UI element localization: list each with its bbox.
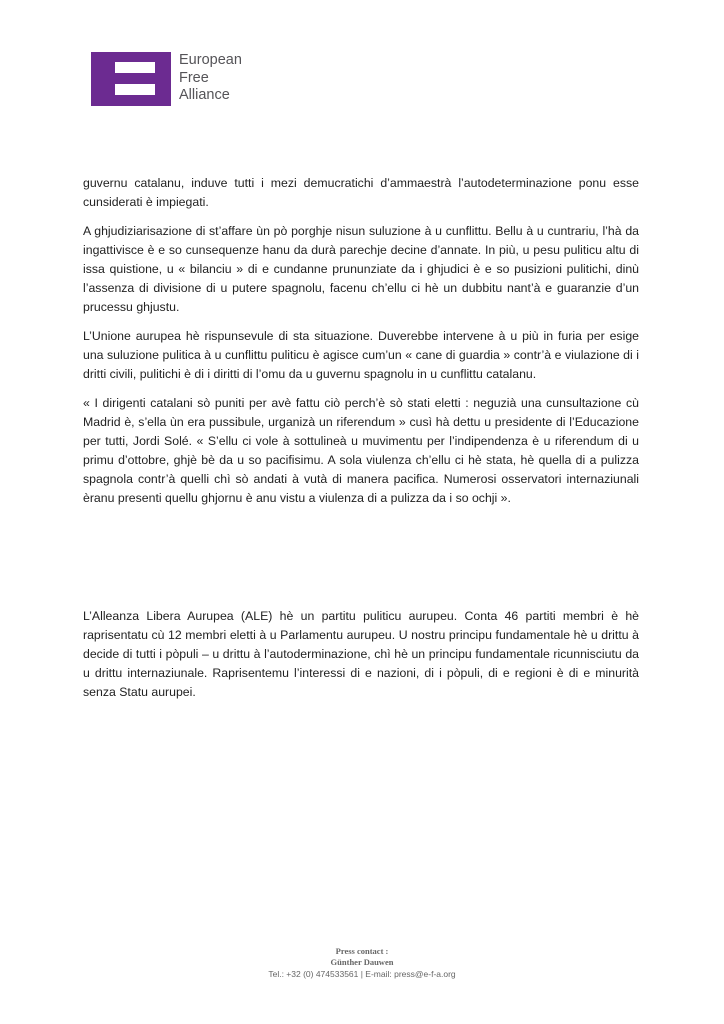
paragraph: guvernu catalanu, induve tutti i mezi demucratichi d’ammaestrà l’autodeterminazione ponu esse cunsiderati è impiegati. [83,176,639,209]
press-contact-label: Press contact : [335,946,389,956]
logo-line-2: Free [179,69,209,86]
page-footer [0,946,724,980]
press-contact-details: Tel.: +32 (0) 474533561 | E-mail: press@e-f-a.org [268,969,456,979]
paragraph: A ghjudiziarisazione di st’affare ùn pò porghje nisun suluzione à u cunflittu. Bellu à u cuntrariu, l’hà da ingattivisce è e so cunsequenze hanu da durà parechje decine d’annate. In più, u pesu puliticu altu di issa quistione, u « bilanciu » di e cundanne prununziate da i ghjudici è e so pusizioni pulitichi, dinù l’assenza di divisione di u putere spagnolu, facenu ch’ellu ci hè un dubbitu nant’à e guaranzie d’un prucessu ghjustu. [83,224,639,314]
article-body [83,174,639,518]
paragraph: L’Unione aurupea hè rispunsevule di sta situazione. Duverebbe intervene à u più in furia per esige una suluzione pulitica à u cunflittu puliticu è agisce cum’un « cane di guardia » contr’à e viulazione di i dritti civili, pulitichi è di i diritti di l’omu da u guvernu spagnolu in u cunflittu catalanu. [83,329,639,381]
logo-line-1: European [179,52,242,68]
efa-logo [91,52,271,110]
efa-logo-mark-icon [91,52,171,106]
logo-line-3: Alliance [179,87,230,103]
press-contact-name: Günther Dauwen [330,957,394,967]
paragraph: « I dirigenti catalani sò puniti per avè fattu ciò perch’è sò stati eletti : neguzià una cunsultazione cù Madrid è, s’ella ùn era pussibule, urganizà un riferendum » cusì hà dettu u presidente di l’Educazione per tutti, Jordi Solé. « S’ellu ci vole à sottulineà u muvimentu per l’indipendenza è u riferendum di u primu d’ottobre, ghjè bè da u so pacifisimu. A sola viulenza ch’ellu ci hè stata, hè quella di a pulizza spagnola contr’à quelli chì sò andati à vutà di manera pacifica. Numerosi osservatori internaziunali èranu presenti quellu ghjornu è anu vistu a viulenza di a pulizza da i so ochji ». [83,396,639,505]
about-section [83,607,639,702]
logo-wordmark [179,52,242,105]
about-paragraph: L’Alleanza Libera Aurupea (ALE) hè un partitu puliticu aurupeu. Conta 46 partiti membri è hè raprisentatu cù 12 membri eletti à u Parlamentu aurupeu. U nostru principu fundamentale hè u drittu à decide di tutti i pòpuli – u drittu à l’autoderminazione, chì hè un principu fundamentale ricunnisciutu da u drittu internaziunale. Raprisentemu l’interessi di e nazioni, di i pòpuli, di e regioni è di e minurità senza Statu aurupei. [83,609,639,699]
